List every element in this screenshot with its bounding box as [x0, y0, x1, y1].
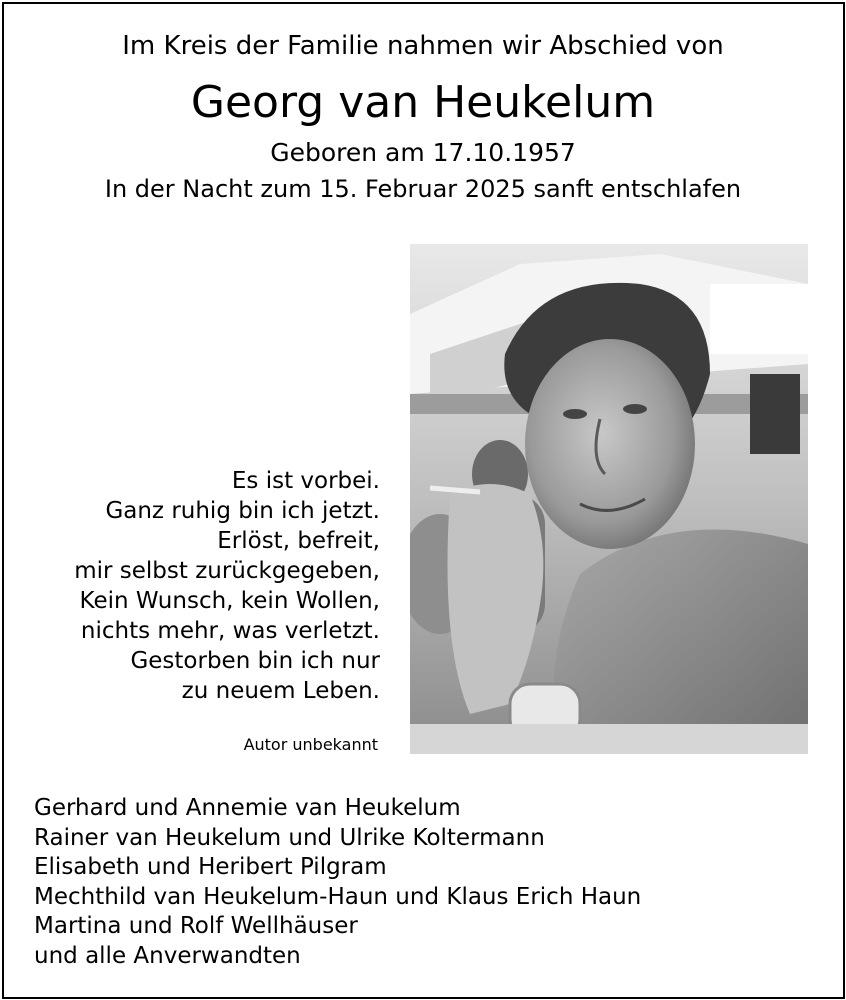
- mourner-line: Rainer van Heukelum und Ulrike Koltermann: [34, 824, 545, 851]
- mourners-list: [34, 794, 641, 971]
- birth-date-line: Geboren am 17.10.1957: [270, 138, 576, 167]
- poem-line: mir selbst zurückgegeben,: [74, 558, 380, 584]
- intro-line: Im Kreis der Familie nahmen wir Abschied von: [122, 31, 724, 61]
- death-date-line: In der Nacht zum 15. Februar 2025 sanft entschlafen: [104, 175, 742, 203]
- poem-line: Ganz ruhig bin ich jetzt.: [105, 498, 380, 524]
- mourner-line: Martina und Rolf Wellhäuser: [34, 913, 358, 939]
- poem-line: zu neuem Leben.: [181, 678, 380, 704]
- mourner-line: Gerhard und Annemie van Heukelum: [34, 795, 461, 821]
- poem-line: nichts mehr, was verletzt.: [80, 618, 380, 644]
- poem: [74, 466, 380, 706]
- mourner-line: und alle Anverwandten: [34, 942, 301, 969]
- poem-line: Gestorben bin ich nur: [130, 648, 380, 674]
- poem-author: Autor unbekannt: [243, 735, 378, 754]
- mourner-line: Elisabeth und Heribert Pilgram: [34, 854, 387, 880]
- mourner-line: Mechthild van Heukelum-Haun und Klaus Erich Haun: [34, 883, 642, 910]
- portrait-photo-illustration: [410, 244, 808, 754]
- portrait-photo: [410, 244, 808, 754]
- deceased-name: Georg van Heukelum: [190, 77, 656, 128]
- poem-line: Es ist vorbei.: [231, 468, 380, 494]
- poem-line: Kein Wunsch, kein Wollen,: [79, 588, 380, 614]
- poem-line: Erlöst, befreit,: [217, 528, 380, 554]
